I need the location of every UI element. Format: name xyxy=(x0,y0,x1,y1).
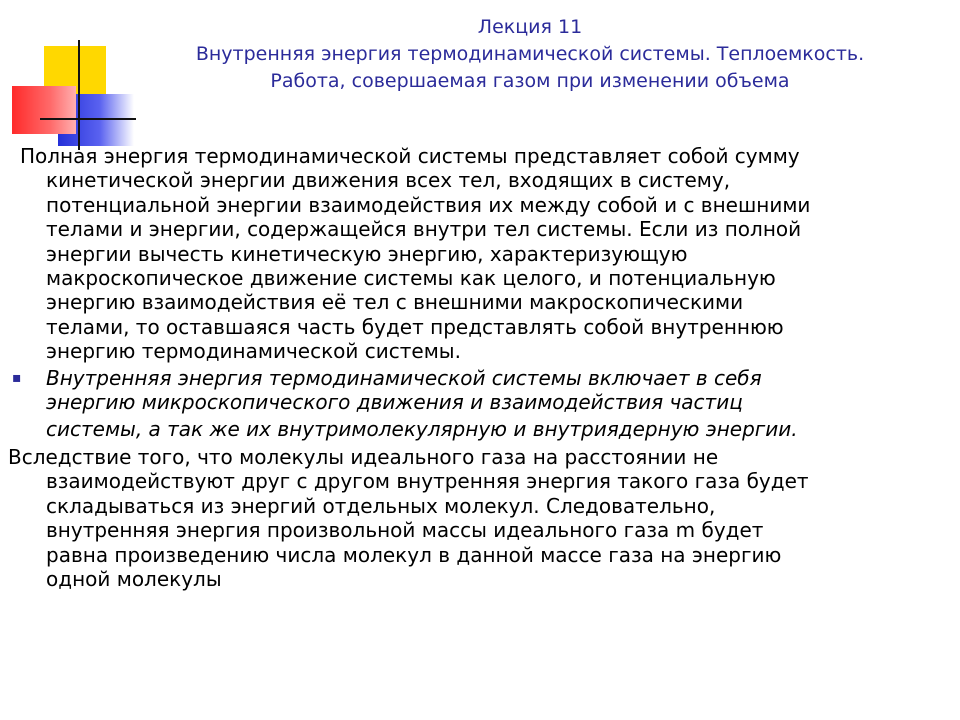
paragraph-full-energy xyxy=(20,144,960,364)
logo-red-square xyxy=(12,86,76,134)
paragraph-line: Вследствие того, что молекулы идеального газа на расстоянии не xyxy=(8,444,719,469)
paragraph-line: телами, то оставшаяся часть будет представлять собой внутреннюю xyxy=(46,314,784,339)
paragraph-line: телами и энергии, содержащейся внутри тел системы. Если из полной xyxy=(46,217,802,242)
title-line-3: Работа, совершаемая газом при изменении объема xyxy=(270,70,790,92)
colored-squares-logo-icon xyxy=(0,0,150,160)
paragraph-line: равна произведению числа молекул в данной массе газа на энергию xyxy=(46,542,782,567)
paragraph-line: энергии вычесть кинетическую энергию, характеризующую xyxy=(46,241,688,266)
bullet-text: Внутренняя энергия термодинамической системы включает в себя xyxy=(46,365,762,390)
bullet-internal-energy xyxy=(0,366,960,442)
bullet-line: системы, а так же их внутримолекулярную и внутриядерную энергии. xyxy=(46,417,798,442)
bullet-line xyxy=(0,366,960,390)
logo-vertical-line xyxy=(78,40,80,150)
paragraph-line: складываться из энергий отдельных молекул. Следовательно, xyxy=(46,493,716,518)
paragraph-ideal-gas xyxy=(0,445,960,591)
paragraph-line: потенциальной энергии взаимодействия их между собой и с внешними xyxy=(46,192,811,217)
square-bullet-icon: ▪ xyxy=(12,369,22,386)
paragraph-line: энергию взаимодействия её тел с внешними макроскопическими xyxy=(46,290,744,315)
paragraph-line: Полная энергия термодинамической системы представляет собой сумму xyxy=(20,144,800,168)
paragraph-line: взаимодействуют друг с другом внутренняя энергия такого газа будет xyxy=(46,469,809,494)
paragraph-line: одной молекулы xyxy=(46,566,222,591)
title-line-1: Лекция 11 xyxy=(477,16,583,38)
logo-horizontal-line xyxy=(40,118,136,120)
bullet-line: энергию микроскопического движения и взаимодействия частиц xyxy=(46,390,743,415)
paragraph-line: кинетической энергии движения всех тел, входящих в систему, xyxy=(46,168,731,193)
slide-title xyxy=(150,14,910,95)
paragraph-line: энергию термодинамической системы. xyxy=(46,339,461,364)
paragraph-line: макроскопическое движение системы как целого, и потенциальную xyxy=(46,266,776,291)
paragraph-line: внутренняя энергия произвольной массы идеального газа m будет xyxy=(46,518,764,543)
slide-body xyxy=(0,144,960,591)
title-line-2: Внутренняя энергия термодинамической системы. Теплоемкость. xyxy=(195,43,865,65)
